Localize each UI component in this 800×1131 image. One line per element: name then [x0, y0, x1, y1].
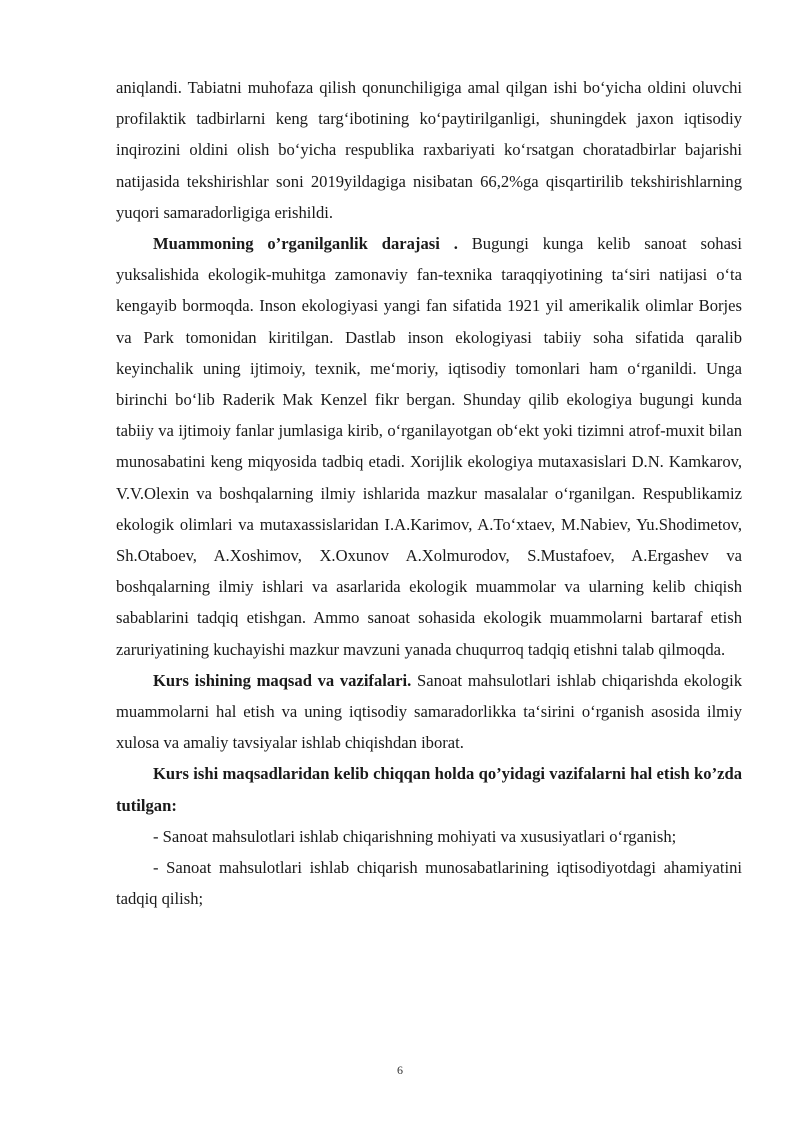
paragraph-intro-text: aniqlandi. Tabiatni muhofaza qilish qonunchiligiga amal qilgan ishi boʻyicha oldini oluvchi profilaktik tadbirlarni keng targʻibotining koʻpaytirilganligi, shuningdek jaxon iqtisodiy inqirozini oldini olish boʻyicha respublika raxbariyati koʻrsatgan choratadbirlar bajarishi natijasida tekshirishlar soni 2019yildagiga nisibatan 66,2%ga qisqartirilib tekshirishlarning yuqori samaradorligiga erishildi.: [116, 78, 742, 222]
page-number: 6: [397, 1063, 403, 1077]
document-page: [116, 72, 742, 914]
paragraph-tasks-heading: [116, 758, 742, 820]
heading-tasks: Kurs ishi maqsadlaridan kelib chiqqan holda qo’yidagi vazifalarni hal etish ko’zda tutilgan:: [116, 764, 742, 815]
list-item: - Sanoat mahsulotlari ishlab chiqarishning mohiyati va xususiyatlari oʻrganish;: [153, 826, 677, 846]
paragraph-goals-text: Sanoat mahsulotlari ishlab chiqarishda ekologik muammolarni hal etish va uning iqtisodiy samaradorlikka taʻsirini oʻrganish asosida ilmiy xulosa va amaliy tavsiyalar ishlab chiqishdan iborat.: [116, 670, 742, 753]
list-item: - Sanoat mahsulotlari ishlab chiqarish munosabatlarining iqtisodiyotdagi ahamiyatini tadqiq qilish;: [116, 858, 742, 909]
paragraph-research-level: [116, 228, 742, 665]
paragraph-research-level-text: Bugungi kunga kelib sanoat sohasi yuksalishida ekologik-muhitga zamonaviy fan-texnika taraqqiyotining taʻsiri natijasi oʻta kengayib bormoqda. Inson ekologiyasi yangi fan sifatida 1921 yil amerikalik olimlar Borjes va Park tomonidan kiritilgan. Dastlab inson ekologiyasi tabiiy soha sifatida qaralib keyinchalik uning ijtimoiy, texnik, meʻmoriy, iqtisodiy tomonlari ham oʻrganildi. Unga birinchi boʻlib Raderik Mak Kenzel fikr bergan. Shunday qilib ekologiya bugungi kunda tabiiy va ijtimoiy fanlar jumlasiga kirib, oʻrganilayotgan obʻekt yoki tizimni atrof-muxit bilan munosabatini keng miqyosida tadbiq etadi. Xorijlik ekologiya mutaxasislari D.N. Kamkarov, V.V.Olexin va boshqalarning ilmiy ishlarida mazkur masalalar oʻrganilgan. Respublikamiz ekologik olimlari va mutaxassislaridan I.A.Karimov, A.Toʻxtaev, M.Nabiev, Yu.Shodimetov, Sh.Otaboev, A.Xoshimov, X.Oxunov A.Xolmurodov, S.Mustafoev, A.Ergashev va boshqalarning ilmiy ishlari va asarlarida ekologik muammolar va ularning kelib chiqish sabablarini tadqiq etishgan. Ammo sanoat sohasida ekologik muammolarni bartaraf etish zaruriyatining kuchayishi mazkur mavzuni yanada chuqurroq tadqiq etishni talab qilmoqda.: [116, 234, 743, 659]
paragraph-intro: [116, 72, 742, 228]
heading-research-level: Muammoning o’rganilganlik darajasi .: [153, 234, 458, 254]
paragraph-goals: [116, 665, 742, 759]
heading-goals: Kurs ishining maqsad va vazifalari.: [153, 670, 412, 690]
